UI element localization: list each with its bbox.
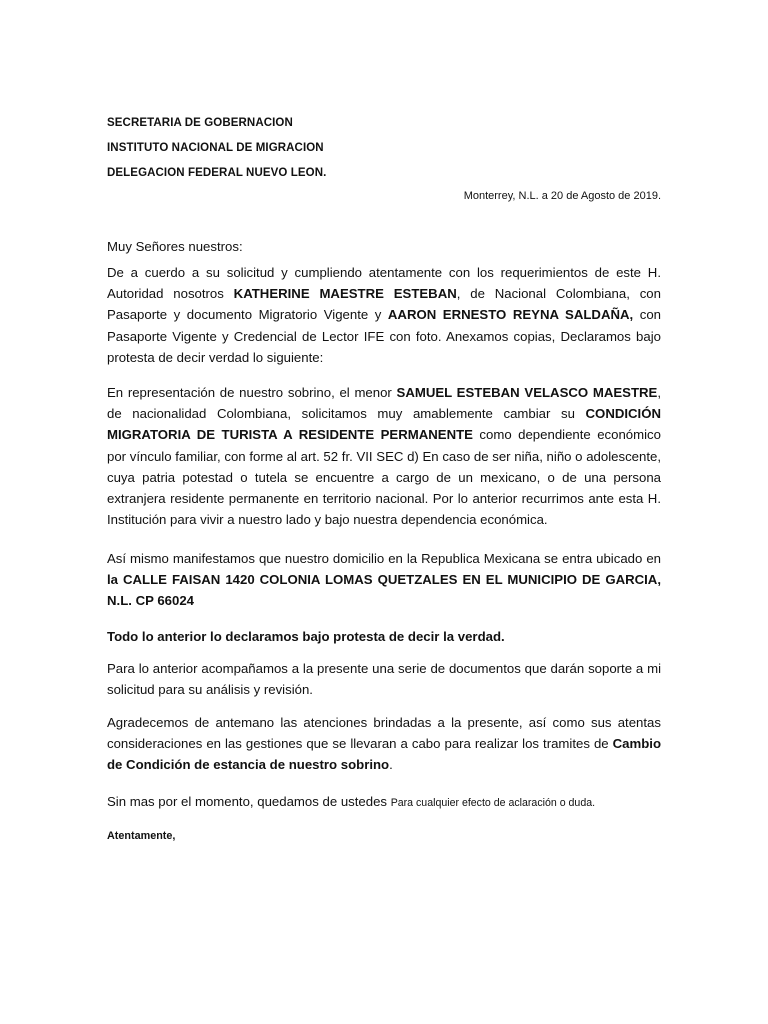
letter-date: Monterrey, N.L. a 20 de Agosto de 2019. <box>463 190 661 202</box>
header-line-3: DELEGACION FEDERAL NUEVO LEON. <box>107 167 327 179</box>
paragraph-2 <box>107 382 661 530</box>
paragraph-2-text-2: , de nacionalidad Colombiana, solicitamos muy amablemente cambiar su <box>107 385 662 422</box>
paragraph-2-bold-1: SAMUEL ESTEBAN VELASCO MAESTRE <box>396 385 658 400</box>
salutation: Muy Señores nuestros: <box>107 239 243 254</box>
header-line-1: SECRETARIA DE GOBERNACION <box>107 117 293 129</box>
header-line-2: INSTITUTO NACIONAL DE MIGRACION <box>107 142 324 154</box>
paragraph-2-text-1: En representación de nuestro sobrino, el menor <box>107 385 397 400</box>
paragraph-3-bold-1: la CALLE FAISAN 1420 COLONIA LOMAS QUETZALES EN EL MUNICIPIO DE GARCIA, N.L. CP 66024 <box>107 572 661 609</box>
paragraph-7 <box>107 791 661 814</box>
paragraph-1-text-2: , de Nacional Colombiana, con Pasaporte y documento Migratorio Vigente y <box>107 286 661 323</box>
paragraph-7-small-text: Para cualquier efecto de aclaración o duda. <box>390 797 596 809</box>
paragraph-1-bold-2: AARON ERNESTO REYNA SALDAÑA, <box>387 307 634 323</box>
paragraph-6-bold-1: Cambio de Condición de estancia de nuestro sobrino <box>107 736 661 773</box>
paragraph-4: Todo lo anterior lo declaramos bajo protesta de decir la verdad. <box>107 629 505 644</box>
paragraph-6-text-2: . <box>389 757 393 773</box>
paragraph-1-text-3: con Pasaporte Vigente y Credencial de Lector IFE con foto. Anexamos copias, Declaramos bajo protesta de decir verdad lo siguiente: <box>107 307 661 365</box>
paragraph-5: Para lo anterior acompañamos a la presente una serie de documentos que darán soporte a mi solicitud para su análisis y revisión. <box>107 661 661 698</box>
paragraph-7-text-1: Sin mas por el momento, quedamos de ustedes <box>107 794 391 809</box>
paragraph-2-bold-2: CONDICIÓN MIGRATORIA DE TURISTA A RESIDENTE PERMANENTE <box>107 406 661 443</box>
paragraph-1 <box>107 262 661 368</box>
paragraph-6-text-1: Agradecemos de antemano las atenciones brindadas a la presente, así como sus atentas consideraciones en las gestiones que se llevaran a cabo para realizar los tramites de <box>107 715 661 752</box>
paragraph-2-text-3: como dependiente económico por vínculo familiar, con forme al art. 52 fr. VII SEC d) En caso de ser niña, niño o adolescente, cuya patria potestad o tutela se encuentre a cargo de un mexicano, o de una persona extranjera residente permanente en territorio nacional. Por lo anterior recurrimos ante esta H. Institución para vivir a nuestro lado y bajo nuestra dependencia económica. <box>107 427 661 528</box>
closing: Atentamente, <box>107 830 176 842</box>
paragraph-3 <box>107 548 661 612</box>
paragraph-6 <box>107 712 661 776</box>
paragraph-1-bold-1: KATHERINE MAESTRE ESTEBAN <box>233 286 457 302</box>
paragraph-3-text-1: Así mismo manifestamos que nuestro domicilio en la Republica Mexicana se entra ubicado en <box>107 551 661 566</box>
paragraph-1-text-1: De a cuerdo a su solicitud y cumpliendo atentamente con los requerimientos de este H. Autoridad nosotros <box>107 265 661 302</box>
